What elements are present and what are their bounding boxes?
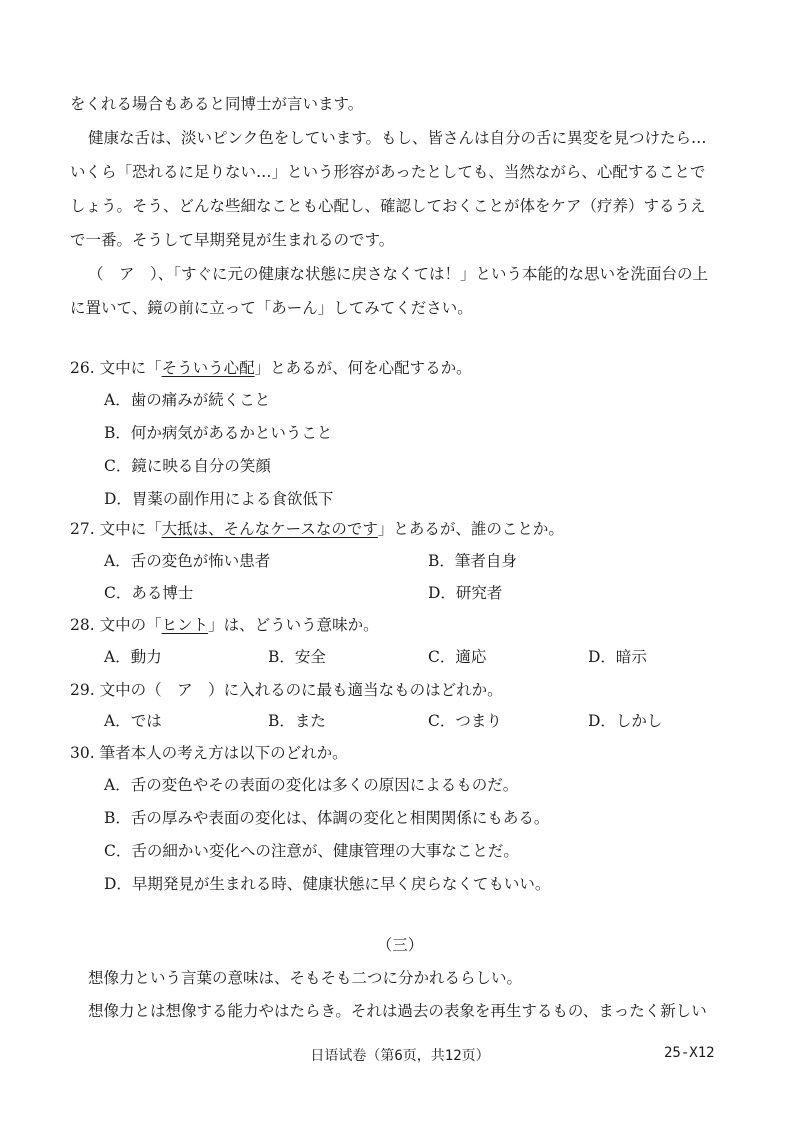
question-number: 30. bbox=[70, 744, 95, 762]
passage-line: いくら「恐れるに足りない…」という形容があったとしても、当然ながら、心配することで bbox=[70, 163, 706, 181]
question-number: 29. bbox=[70, 681, 95, 699]
section-title: （三） bbox=[376, 936, 424, 954]
option-28-c[interactable]: C．適応 bbox=[428, 648, 487, 666]
option-26-d[interactable]: D．胃薬の副作用による食欲低下 bbox=[104, 490, 334, 508]
option-27-a[interactable]: A．舌の変色が怖い患者 bbox=[104, 552, 271, 570]
option-26-b[interactable]: B．何か病気があるかということ bbox=[104, 424, 333, 442]
question-30 bbox=[70, 741, 348, 763]
option-27-c[interactable]: C．ある博士 bbox=[104, 584, 194, 602]
passage-line: に置いて、鏡の前に立って「あーん」してみてください。 bbox=[70, 299, 473, 317]
passage-line: をくれる場合もあると同博士が言います。 bbox=[70, 95, 364, 113]
question-28 bbox=[70, 613, 379, 635]
option-26-a[interactable]: A．歯の痛みが続くこと bbox=[104, 391, 271, 409]
passage-line: （ ア ）、「すぐに元の健康な状態に戻さなくては！」という本能的な思いを洗面台の上 bbox=[88, 265, 709, 283]
option-29-c[interactable]: C．つまり bbox=[428, 712, 502, 730]
option-30-a[interactable]: A．舌の変色やその表面の変化は多くの原因によるものだ。 bbox=[104, 776, 519, 794]
question-text-post: 」は、どういう意味か。 bbox=[208, 616, 379, 634]
option-29-b[interactable]: B．また bbox=[268, 712, 326, 730]
question-text-pre: 文中に「 bbox=[99, 359, 162, 377]
question-underlined-phrase: そういう心配 bbox=[161, 359, 255, 377]
question-text: 文中の（ ア ）に入れるのに最も適当なものはどれか。 bbox=[99, 681, 503, 699]
option-28-b[interactable]: B．安全 bbox=[268, 648, 326, 666]
question-text-pre: 文中に「 bbox=[99, 520, 162, 538]
section3-line: 想像力という言葉の意味は、そもそも二つに分かれるらしい。 bbox=[88, 969, 523, 987]
option-27-d[interactable]: D．研究者 bbox=[428, 584, 503, 602]
passage-line: 健康な舌は、淡いピンク色をしています。もし、皆さんは自分の舌に異変を見つけたら… bbox=[88, 129, 707, 147]
option-26-c[interactable]: C．鏡に映る自分の笑顔 bbox=[104, 457, 271, 475]
option-29-d[interactable]: D．しかし bbox=[588, 712, 663, 730]
option-28-a[interactable]: A．動力 bbox=[104, 648, 162, 666]
page-footer: 日语试卷（第6页，共12页） bbox=[310, 1048, 490, 1064]
option-27-b[interactable]: B．筆者自身 bbox=[428, 552, 517, 570]
passage-line: で一番。そうして早期発見が生まれるのです。 bbox=[70, 231, 395, 249]
question-text-post: 」とあるが、誰のことか。 bbox=[377, 520, 564, 538]
option-30-b[interactable]: B．舌の厚みや表面の変化は、体調の変化と相関関係にもある。 bbox=[104, 809, 550, 827]
option-29-a[interactable]: A．では bbox=[104, 712, 162, 730]
question-text: 筆者本人の考え方は以下のどれか。 bbox=[99, 744, 348, 762]
question-number: 26. bbox=[70, 359, 95, 377]
question-number: 27. bbox=[70, 520, 95, 538]
section3-line: 想像力とは想像する能力やはたらき。それは過去の表象を再生するもの、まったく新しい bbox=[88, 1002, 707, 1020]
question-underlined-phrase: ヒント bbox=[161, 616, 209, 634]
question-26 bbox=[70, 356, 472, 378]
question-text-pre: 文中の「 bbox=[99, 616, 162, 634]
option-28-d[interactable]: D．暗示 bbox=[588, 648, 647, 666]
option-30-c[interactable]: C．舌の細かい変化への注意が、健康管理の大事なことだ。 bbox=[104, 842, 519, 860]
option-30-d[interactable]: D．早期発見が生まれる時、健康状態に早く戻らなくてもいい。 bbox=[104, 875, 551, 893]
question-29 bbox=[70, 678, 503, 700]
question-number: 28. bbox=[70, 616, 95, 634]
passage-line: しょう。そう、どんな些細なことも心配し、確認しておくことが体をケア（疗养）するうえ bbox=[70, 197, 706, 215]
question-text-post: 」とあるが、何を心配するか。 bbox=[254, 359, 472, 377]
question-27 bbox=[70, 517, 564, 539]
exam-code: 25-X12 bbox=[664, 1045, 715, 1061]
question-underlined-phrase: 大抵は、そんなケースなのです bbox=[161, 520, 378, 538]
